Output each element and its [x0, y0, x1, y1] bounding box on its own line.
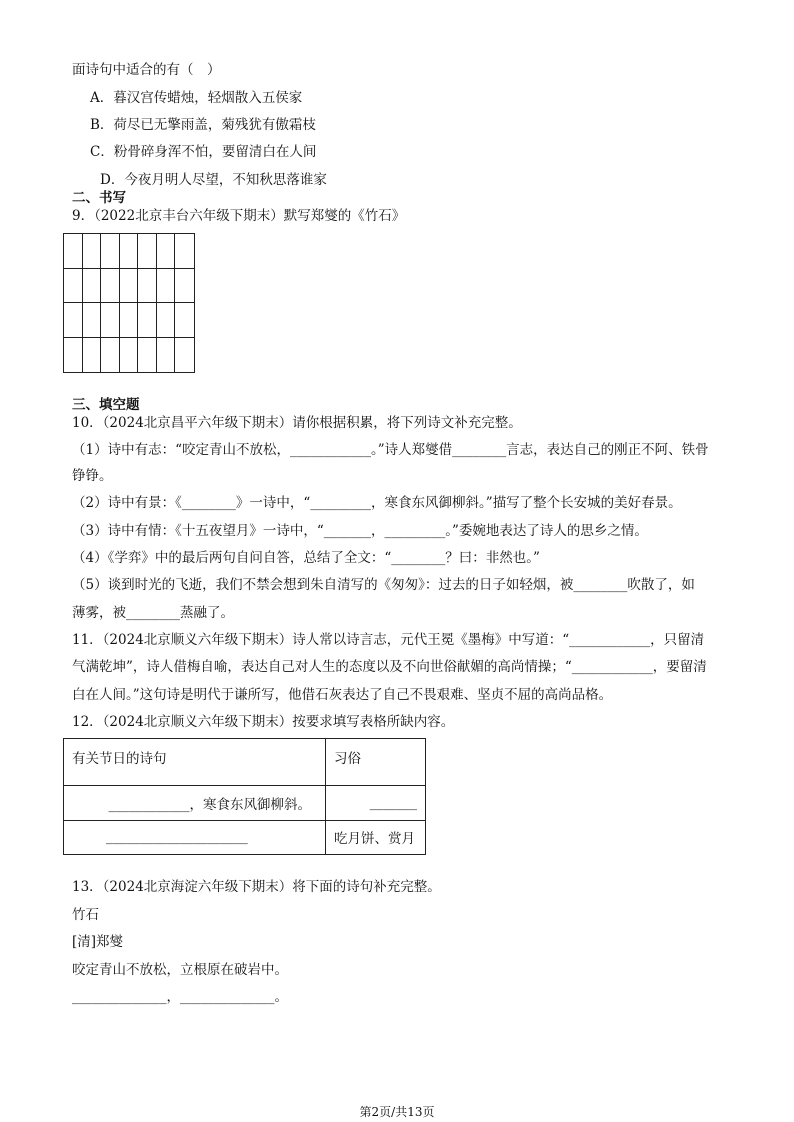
table-row — [64, 786, 426, 820]
section3-title: 三、填空题 — [72, 397, 140, 413]
table-cell-poem-2[interactable]: _____________________ — [64, 820, 326, 854]
table-cell-custom-2: 吃月饼、赏月 — [326, 820, 426, 854]
q8-option-a: A．暮汉宫传蜡烛，轻烟散入五侯家 — [90, 90, 303, 106]
q10-line-5: （5）谈到时光的飞逝，我们不禁会想到朱自清写的《匆匆》：过去的日子如轻烟，被________吹散了，如 — [72, 577, 695, 593]
q13-blank-line[interactable]: ______________，______________。 — [72, 989, 288, 1005]
festival-table — [63, 738, 426, 855]
q11-line-3: 白在人间。”这句诗是明代于谦所写，他借石灰表达了自己不畏艰难、坚贞不屈的高尚品格。 — [72, 687, 613, 703]
table-cell-custom-1[interactable]: _______ — [326, 786, 426, 820]
table-cell-poem-1[interactable]: ____________，寒食东风御柳斜。 — [64, 786, 326, 820]
section2-title: 二、书写 — [72, 190, 126, 206]
q8-option-d: D．今夜月明人尽望，不知秋思落谁家 — [100, 172, 327, 188]
q11-line-1: 11．（2024北京顺义六年级下期末）诗人常以诗言志，元代王冕《墨梅》中写道：“____________，只留清 — [72, 632, 705, 648]
q9-stem: 9．（2022北京丰台六年级下期末）默写郑燮的《竹石》 — [72, 208, 406, 224]
table-header-row — [64, 739, 426, 786]
q13-poem-title: 竹石 — [72, 907, 99, 923]
q13-author: [清]郑燮 — [72, 934, 124, 950]
q11-line-2: 气满乾坤”，诗人借梅自喻，表达自己对人生的态度以及不向世俗献媚的高尚情操；“____________，要留清 — [72, 659, 707, 675]
q13-stem: 13．（2024北京海淀六年级下期末）将下面的诗句补充完整。 — [72, 879, 441, 895]
q8-option-c: C．粉骨碎身浑不怕，要留清白在人间 — [90, 144, 317, 160]
page-footer: 第2页/共13页 — [359, 1105, 435, 1119]
q8-option-b: B．荷尽已无擎雨盖，菊残犹有傲霜枝 — [90, 117, 316, 133]
table-header-custom: 习俗 — [326, 739, 426, 786]
q10-line-1-cont: 铮铮。 — [72, 468, 113, 484]
q10-line-1: （1）诗中有志：“咬定青山不放松，____________。”诗人郑燮借________言志，表达自己的刚正不阿、铁骨 — [72, 442, 709, 458]
q12-stem: 12．（2024北京顺义六年级下期末）按要求填写表格所缺内容。 — [72, 714, 455, 730]
q8-stem: 面诗句中适合的有（ ） — [72, 62, 221, 78]
q10-line-2: （2）诗中有景：《________》一诗中，“_________，寒食东风御柳斜。”描写了整个长安城的美好春景。 — [72, 495, 682, 511]
q10-stem: 10．（2024北京昌平六年级下期末）请你根据积累，将下列诗文补充完整。 — [72, 415, 522, 431]
q10-line-4: （4）《学弈》中的最后两句自问自答，总结了全文：“________？曰：非然也。” — [72, 550, 540, 566]
table-row — [64, 820, 426, 854]
q10-line-3: （3）诗中有情：《十五夜望月》一诗中，“_______，_________。”委婉地表达了诗人的思乡之情。 — [72, 523, 648, 539]
q13-line-1: 咬定青山不放松，立根原在破岩中。 — [72, 962, 288, 978]
table-header-poem: 有关节日的诗句 — [64, 739, 326, 786]
q10-line-5-cont: 薄雾，被________蒸融了。 — [72, 605, 234, 621]
writing-grid[interactable] — [63, 233, 195, 373]
